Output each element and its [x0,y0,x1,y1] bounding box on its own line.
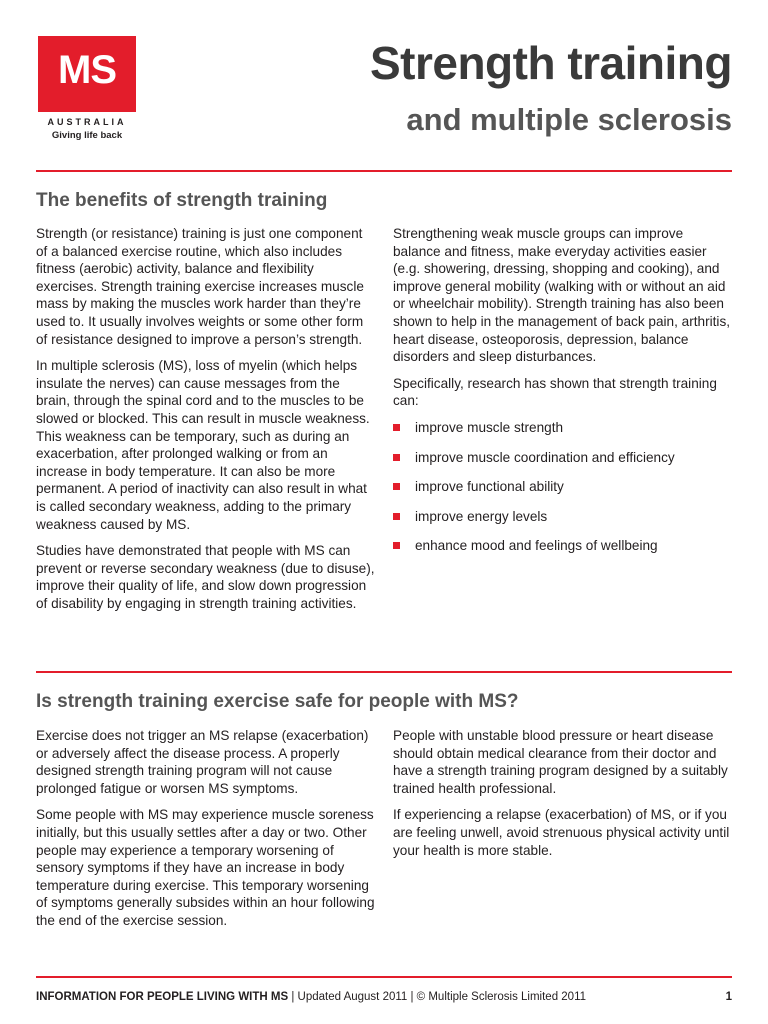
page-footer [36,991,732,1003]
list-item-text: improve muscle coordination and efficiency [415,449,675,465]
section-divider [36,671,732,673]
section-benefits-title: The benefits of strength training [36,190,328,211]
list-item [393,537,733,555]
footer-info: | Updated August 2011 | © Multiple Sclerosis Limited 2011 [288,991,587,1003]
paragraph: In multiple sclerosis (MS), loss of myelin (which helps insulate the nerves) can cause messages from the brain, through the spinal cord and to the muscles to be slowed or blocked. This can result in muscle weakness. This weakness can be temporary, such as during an exacerbation, after prolonged walking or from an increase in body temperature. It can also be more permanent. A period of inactivity can also result in what is called secondary weakness, adding to the primary weakness caused by MS. [36,358,370,532]
footer-lead: INFORMATION FOR PEOPLE LIVING WITH MS [36,991,289,1003]
benefits-left-column [36,225,376,621]
header-divider [36,170,732,172]
safety-right-column [393,727,733,868]
paragraph: Studies have demonstrated that people with MS can prevent or reverse secondary weakness (due to disuse), improve their quality of life, and slow down progression of disability by engaging in strength training activities. [36,543,375,611]
bullet-square-icon [393,542,400,549]
paragraph: Strengthening weak muscle groups can improve balance and fitness, make everyday activities easier (e.g. showering, dressing, shopping and cooking), and improve general mobility (walking with or without an aid or wheelchair mobility). Strength training has also been shown to help in the management of back pain, arthritis, heart disease, osteoporosis, depression, balance disorders and sleep disturbances. [393,226,731,365]
bullet-square-icon [393,483,400,490]
safety-left-column [36,727,376,939]
logo-country: AUSTRALIA [47,117,127,127]
ms-logo-text: MS [58,48,116,92]
bullet-square-icon [393,424,400,431]
benefits-right-column [393,225,733,567]
list-item [393,449,733,467]
page-number: 1 [725,991,732,1003]
bullet-square-icon [393,454,400,461]
paragraph: Strength (or resistance) training is just one component of a balanced exercise routine, which also includes fitness (aerobic) activity, balance and flexibility exercises. Strength training exercise increases muscle mass by making the muscles work harder than they’re used to. It usually involves weights or some other form of resistance designed to improve a person’s strength. [36,226,364,347]
section-safety-title: Is strength training exercise safe for people with MS? [36,691,519,712]
page-subtitle: and multiple sclerosis [406,102,732,137]
list-item-text: improve energy levels [415,508,548,524]
footer-divider [36,976,732,978]
benefits-bullet-list [393,419,733,555]
list-item [393,419,733,437]
page-title: Strength training [369,37,732,89]
paragraph: Exercise does not trigger an MS relapse (exacerbation) or adversely affect the disease process. A properly designed strength training program will not cause prolonged fatigue or worsen MS symptoms. [36,728,369,796]
list-item [393,478,733,496]
bullet-square-icon [393,513,400,520]
list-item-text: enhance mood and feelings of wellbeing [415,538,658,554]
paragraph: People with unstable blood pressure or heart disease should obtain medical clearance from their doctor and have a strength training program designed by a suitably trained health professional. [393,728,728,796]
list-item [393,508,733,526]
paragraph: Specifically, research has shown that strength training can: [393,375,717,409]
ms-australia-logo [38,36,136,141]
list-item-text: improve muscle strength [415,419,564,435]
paragraph: If experiencing a relapse (exacerbation) of MS, or if you are feeling unwell, avoid strenuous physical activity until your health is more stable. [393,807,730,858]
list-item-text: improve functional ability [415,479,564,495]
logo-tagline: Giving life back [51,130,123,141]
paragraph: Some people with MS may experience muscle soreness initially, but this usually settles after a day or two. Other people may experience a temporary worsening of sensory symptoms if they have an increase in body temperature during exercise. This temporary worsening of symptoms generally subsides within an hour following the end of the exercise session. [36,807,375,928]
ms-logo-mark [38,36,136,112]
